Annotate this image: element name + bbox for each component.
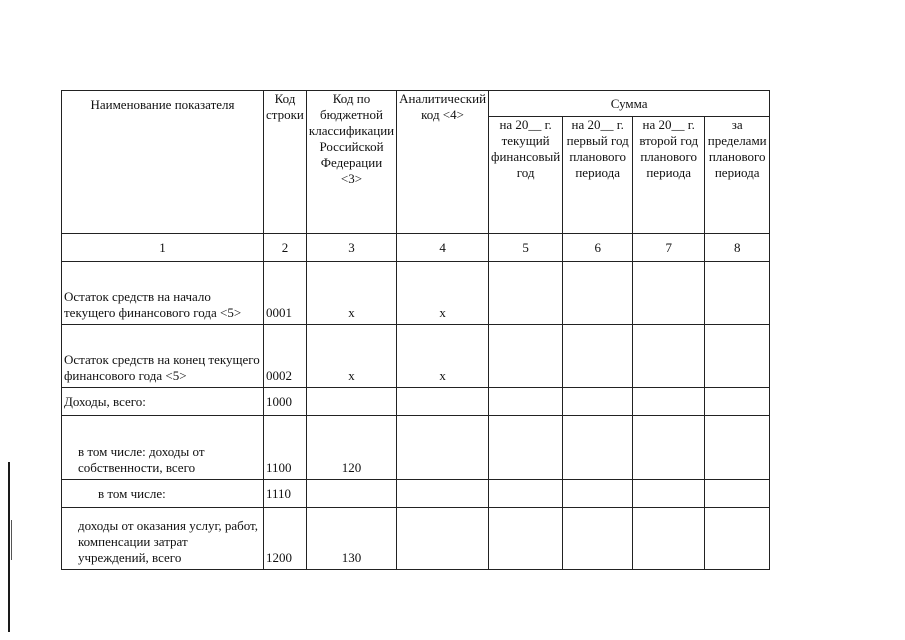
header-sum: Сумма	[489, 91, 770, 117]
row-code: 1000	[264, 388, 307, 416]
sum-cell	[563, 325, 633, 388]
header-sum-second-plan-year: на 20__ г. второй год планового периода	[633, 117, 705, 234]
header-name: Наименование показателя	[62, 91, 264, 234]
row-name: Доходы, всего:	[62, 388, 264, 416]
header-analytic-code: Аналитический код <4>	[397, 91, 489, 234]
header-sum-current-year: на 20__ г. текущий финансовый год	[489, 117, 563, 234]
sum-cell	[705, 480, 770, 508]
row-analytic-code	[397, 416, 489, 480]
row-budget-code	[306, 480, 396, 508]
scan-edge-mark	[8, 462, 10, 632]
column-number: 8	[705, 234, 770, 262]
row-budget-code: 130	[306, 508, 396, 570]
row-analytic-code	[397, 388, 489, 416]
table-row	[62, 325, 770, 388]
row-budget-code	[306, 388, 396, 416]
column-number: 3	[306, 234, 396, 262]
column-number: 4	[397, 234, 489, 262]
sum-cell	[489, 262, 563, 325]
column-number-row	[62, 234, 770, 262]
sum-cell	[633, 508, 705, 570]
sum-cell	[633, 325, 705, 388]
sum-cell	[705, 388, 770, 416]
column-number: 6	[563, 234, 633, 262]
sum-cell	[489, 480, 563, 508]
row-code: 1200	[264, 508, 307, 570]
row-code: 1100	[264, 416, 307, 480]
header-row-top	[62, 91, 770, 117]
column-number: 1	[62, 234, 264, 262]
financial-plan-table	[61, 90, 770, 570]
sum-cell	[563, 480, 633, 508]
row-budget-code: x	[306, 262, 396, 325]
row-analytic-code	[397, 480, 489, 508]
header-sum-beyond-plan: за пределами планового периода	[705, 117, 770, 234]
sum-cell	[563, 508, 633, 570]
row-budget-code: x	[306, 325, 396, 388]
scan-edge-mark	[11, 520, 12, 560]
sum-cell	[705, 416, 770, 480]
row-analytic-code	[397, 508, 489, 570]
sum-cell	[705, 262, 770, 325]
header-row-code: Код строки	[264, 91, 307, 234]
column-number: 2	[264, 234, 307, 262]
sum-cell	[705, 508, 770, 570]
header-sum-first-plan-year: на 20__ г. первый год планового периода	[563, 117, 633, 234]
sum-cell	[563, 262, 633, 325]
sum-cell	[563, 416, 633, 480]
table-row	[62, 388, 770, 416]
table-row	[62, 262, 770, 325]
row-analytic-code: x	[397, 325, 489, 388]
row-name: в том числе:	[62, 480, 264, 508]
sum-cell	[633, 388, 705, 416]
row-name: Остаток средств на конец текущего финансового года <5>	[62, 325, 264, 388]
sum-cell	[633, 480, 705, 508]
row-code: 1110	[264, 480, 307, 508]
column-number: 7	[633, 234, 705, 262]
row-name: доходы от оказания услуг, работ, компенсации затрат учреждений, всего	[62, 508, 264, 570]
row-budget-code: 120	[306, 416, 396, 480]
sum-cell	[489, 508, 563, 570]
row-name: в том числе: доходы от собственности, всего	[62, 416, 264, 480]
sum-cell	[633, 416, 705, 480]
table-row	[62, 480, 770, 508]
sum-cell	[705, 325, 770, 388]
table-row	[62, 508, 770, 570]
sum-cell	[489, 416, 563, 480]
sum-cell	[489, 388, 563, 416]
row-code: 0001	[264, 262, 307, 325]
header-budget-code: Код по бюджетной классификации Российской Федерации <3>	[306, 91, 396, 234]
column-number: 5	[489, 234, 563, 262]
sum-cell	[489, 325, 563, 388]
sum-cell	[563, 388, 633, 416]
row-analytic-code: x	[397, 262, 489, 325]
table-row	[62, 416, 770, 480]
sum-cell	[633, 262, 705, 325]
row-code: 0002	[264, 325, 307, 388]
row-name: Остаток средств на начало текущего финансового года <5>	[62, 262, 264, 325]
